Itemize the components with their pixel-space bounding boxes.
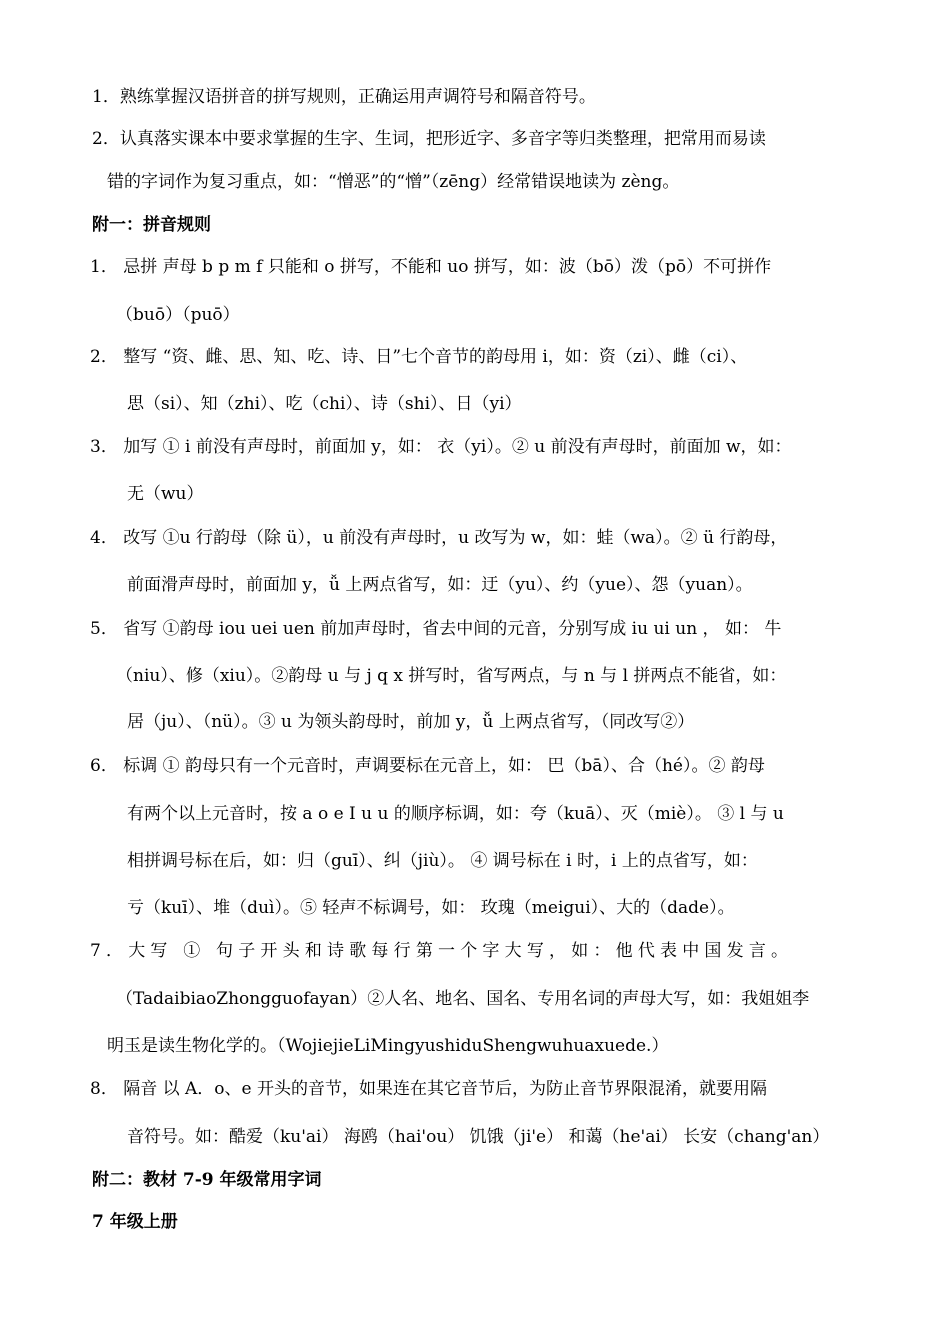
rule-5-continued-2: 居（ju）、（nü）。③ u 为领头韵母时，前加 y，ǚ 上两点省写，（同改写②） — [127, 712, 695, 732]
rule-5: 5． 省写 ①韵母 iou uei uen 前加声母时，省去中间的元音，分别写成 iu ui un ， 如： 牛 — [90, 619, 782, 639]
appendix-2-heading: 附二：教材 7-9 年级常用字词 — [92, 1170, 322, 1190]
rule-5-continued-1: （niu）、修（xiu）。②韵母 u 与 j q x 拼写时，省写两点，与 n 与 l 拼两点不能省，如： — [116, 666, 787, 686]
rule-7-continued-1: （TadaibiaoZhongguofayan）②人名、地名、国名、专用名词的声母大写，如：我姐姐李 — [116, 989, 810, 1009]
rule-6: 6． 标调 ① 韵母只有一个元音时，声调要标在元音上，如： 巴（bā）、合（hé）。② 韵母 — [90, 756, 765, 776]
rule-8: 8． 隔音 以 A．o、e 开头的音节，如果连在其它音节后，为防止音节界限混淆，就要用隔 — [90, 1079, 768, 1099]
intro-item-2-continued: 错的字词作为复习重点，如：“憎恶”的“憎”（zēng）经常错误地读为 zèng。 — [107, 172, 680, 192]
grade-7-first-volume-heading: 7 年级上册 — [92, 1212, 178, 1232]
rule-3-continued: 无（wu） — [127, 484, 204, 504]
intro-item-2: 2．认真落实课本中要求掌握的生字、生词，把形近字、多音字等归类整理，把常用而易读 — [92, 129, 766, 149]
rule-4-continued: 前面滑声母时，前面加 y，ǚ 上两点省写，如：迂（yu）、约（yue）、怨（yuan）。 — [127, 575, 753, 595]
rule-6-continued-2: 相拼调号标在后，如：归（guī）、纠（jiù）。 ④ 调号标在 i 时，i 上的点省写，如： — [127, 851, 758, 871]
rule-1: 1． 忌拼 声母 b p m f 只能和 o 拼写，不能和 uo 拼写，如：波（bō）泼（pō）不可拼作 — [90, 257, 772, 277]
rule-3: 3． 加写 ① i 前没有声母时，前面加 y，如： 衣（yi）。② u 前没有声母时，前面加 w，如： — [90, 437, 792, 457]
intro-item-1: 1．熟练掌握汉语拼音的拼写规则，正确运用声调符号和隔音符号。 — [92, 87, 596, 107]
rule-7-continued-2: 明玉是读生物化学的。（WojiejieLiMingyushiduShengwuhuaxuede.） — [107, 1036, 669, 1056]
rule-2: 2． 整写 “资、雌、思、知、吃、诗、日”七个音节的韵母用 i，如：资（zi）、雌（ci）、 — [90, 347, 748, 367]
rule-7: 7．大写 ① 句子开头和诗歌每行第一个字大写，如：他代表中国发言。 — [90, 941, 794, 961]
rule-1-continued: （buō）（puō） — [116, 305, 240, 325]
appendix-1-heading: 附一：拼音规则 — [92, 215, 211, 235]
rule-6-continued-1: 有两个以上元音时，按 a o e I u u 的顺序标调，如：夸（kuā）、灭（miè）。 ③ l 与 u — [127, 804, 784, 824]
rule-8-continued: 音符号。如：酷爱（ku'ai） 海鸥（hai'ou） 饥饿（ji'e） 和蔼（he'ai） 长安（chang'an） — [127, 1127, 830, 1147]
rule-2-continued: 思（si）、知（zhi）、吃（chi）、诗（shi）、日（yi） — [127, 394, 522, 414]
rule-4: 4． 改写 ①u 行韵母（除 ü），u 前没有声母时，u 改写为 w，如：蛙（wa）。② ü 行韵母， — [90, 528, 788, 548]
rule-6-continued-3: 亏（kuī）、堆（duì）。⑤ 轻声不标调号，如： 玫瑰（meigui）、大的（dade）。 — [127, 898, 735, 918]
